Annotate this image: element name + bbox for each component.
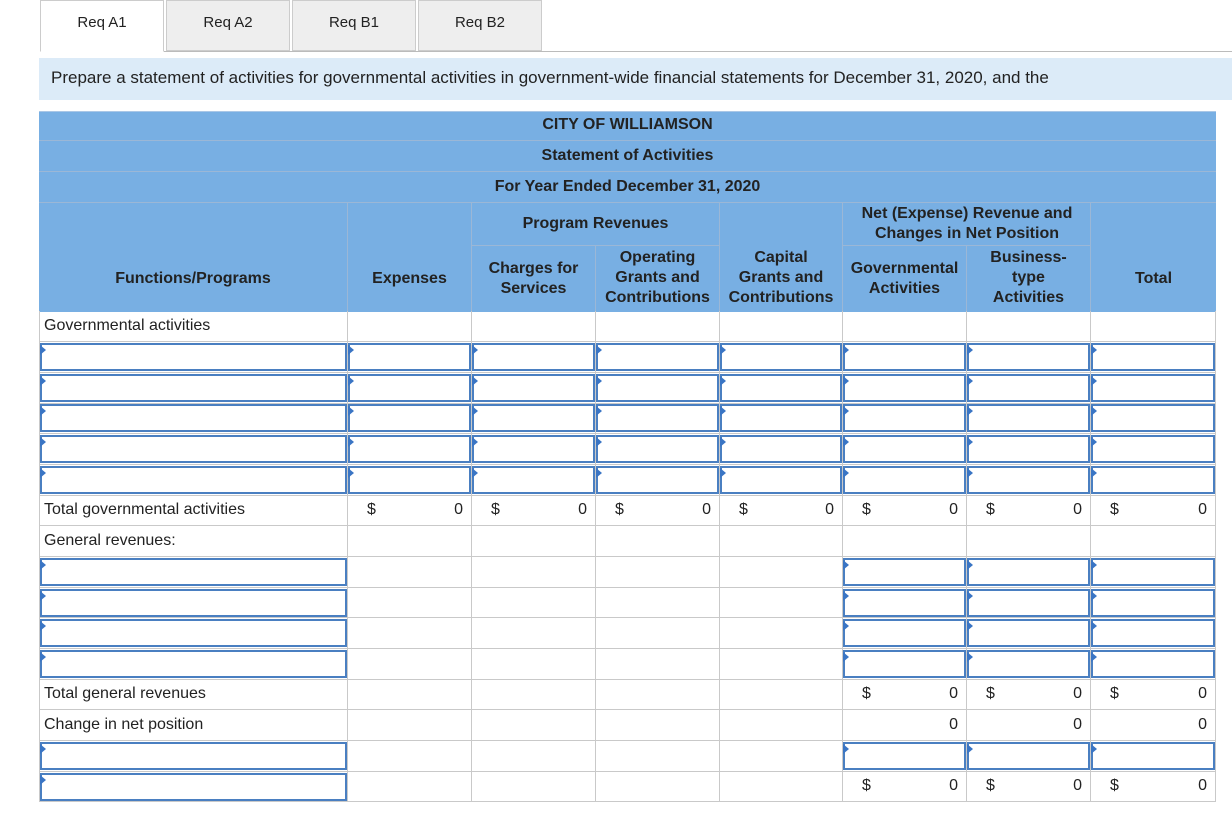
general-revenue-amount-input[interactable] bbox=[967, 558, 1090, 586]
program-amount-input[interactable] bbox=[596, 404, 719, 432]
general-revenue-amount-input[interactable] bbox=[1091, 558, 1215, 586]
total-governmental-value: 0 bbox=[825, 501, 834, 518]
total-governmental-value: 0 bbox=[1198, 501, 1207, 518]
program-amount-input[interactable] bbox=[1091, 466, 1215, 494]
beginning-net-position-amount-input[interactable] bbox=[843, 742, 966, 770]
program-revenues-header: Program Revenues bbox=[522, 215, 669, 232]
entity-name: CITY OF WILLIAMSON bbox=[542, 116, 713, 133]
program-amount-input[interactable] bbox=[348, 466, 471, 494]
program-amount-input[interactable] bbox=[720, 343, 842, 371]
net-expense-line1: Net (Expense) Revenue and bbox=[861, 205, 1073, 222]
program-amount-input[interactable] bbox=[720, 404, 842, 432]
total-general-revenues-value: 0 bbox=[1198, 685, 1207, 702]
general-revenue-amount-input[interactable] bbox=[843, 650, 966, 678]
program-amount-input[interactable] bbox=[348, 435, 471, 463]
program-function-input[interactable] bbox=[40, 466, 347, 494]
general-revenue-amount-input[interactable] bbox=[1091, 589, 1215, 617]
tab-req-b1[interactable]: Req B1 bbox=[292, 0, 416, 51]
capital-line3: Contributions bbox=[728, 289, 834, 306]
operating-line1: Operating bbox=[619, 249, 696, 266]
currency-symbol: $ bbox=[986, 501, 995, 518]
operating-line3: Contributions bbox=[605, 289, 710, 306]
program-amount-input[interactable] bbox=[348, 343, 471, 371]
currency-symbol: $ bbox=[491, 501, 500, 518]
general-revenue-amount-input[interactable] bbox=[843, 619, 966, 647]
program-amount-input[interactable] bbox=[1091, 435, 1215, 463]
program-amount-input[interactable] bbox=[967, 374, 1090, 402]
statement-period: For Year Ended December 31, 2020 bbox=[494, 178, 761, 195]
business-line2: type bbox=[1012, 269, 1045, 286]
program-amount-input[interactable] bbox=[843, 343, 966, 371]
program-amount-input[interactable] bbox=[596, 435, 719, 463]
general-revenue-name-input[interactable] bbox=[40, 589, 347, 617]
currency-symbol: $ bbox=[1110, 501, 1119, 518]
program-amount-input[interactable] bbox=[843, 466, 966, 494]
beginning-net-position-input[interactable] bbox=[40, 742, 347, 770]
program-amount-input[interactable] bbox=[472, 343, 595, 371]
program-amount-input[interactable] bbox=[720, 374, 842, 402]
charges-line1: Charges for bbox=[488, 260, 579, 277]
total-governmental-value: 0 bbox=[702, 501, 711, 518]
business-type-header bbox=[967, 248, 1090, 308]
capital-line1: Capital bbox=[754, 249, 808, 266]
general-revenue-amount-input[interactable] bbox=[843, 558, 966, 586]
program-amount-input[interactable] bbox=[843, 404, 966, 432]
governmental-header bbox=[843, 259, 966, 299]
business-line1: Business- bbox=[990, 249, 1067, 266]
program-amount-input[interactable] bbox=[348, 374, 471, 402]
program-amount-input[interactable] bbox=[472, 404, 595, 432]
total-general-revenues-value: 0 bbox=[949, 685, 958, 702]
program-function-input[interactable] bbox=[40, 374, 347, 402]
program-amount-input[interactable] bbox=[720, 466, 842, 494]
general-revenue-amount-input[interactable] bbox=[967, 619, 1090, 647]
net-expense-line2: Changes in Net Position bbox=[874, 225, 1059, 242]
program-amount-input[interactable] bbox=[967, 435, 1090, 463]
change-net-position-value: 0 bbox=[949, 716, 958, 733]
program-amount-input[interactable] bbox=[967, 466, 1090, 494]
program-amount-input[interactable] bbox=[967, 343, 1090, 371]
program-amount-input[interactable] bbox=[472, 466, 595, 494]
row-label-governmental-activities: Governmental activities bbox=[44, 317, 211, 334]
program-function-input[interactable] bbox=[40, 435, 347, 463]
general-revenue-amount-input[interactable] bbox=[967, 650, 1090, 678]
program-amount-input[interactable] bbox=[720, 435, 842, 463]
program-amount-input[interactable] bbox=[967, 404, 1090, 432]
currency-symbol: $ bbox=[986, 777, 995, 794]
program-amount-input[interactable] bbox=[348, 404, 471, 432]
program-function-input[interactable] bbox=[40, 343, 347, 371]
program-amount-input[interactable] bbox=[1091, 404, 1215, 432]
capital-header bbox=[720, 248, 842, 308]
currency-symbol: $ bbox=[1110, 777, 1119, 794]
currency-symbol: $ bbox=[367, 501, 376, 518]
instruction-text: Prepare a statement of activities for governmental activities in government-wide financial statements for December 31, 2020, and the bbox=[39, 58, 1232, 100]
total-header: Total bbox=[1134, 270, 1173, 287]
row-label-change-net-position: Change in net position bbox=[44, 716, 204, 733]
tab-req-b2[interactable]: Req B2 bbox=[418, 0, 542, 51]
general-revenue-name-input[interactable] bbox=[40, 650, 347, 678]
statement-title: Statement of Activities bbox=[541, 147, 714, 164]
governmental-line1: Governmental bbox=[850, 260, 959, 277]
program-amount-input[interactable] bbox=[596, 466, 719, 494]
ending-net-position-input[interactable] bbox=[40, 773, 347, 801]
program-amount-input[interactable] bbox=[843, 435, 966, 463]
tabs-baseline bbox=[40, 51, 1232, 52]
program-amount-input[interactable] bbox=[596, 374, 719, 402]
ending-net-position-value: 0 bbox=[1073, 777, 1082, 794]
currency-symbol: $ bbox=[986, 685, 995, 702]
program-amount-input[interactable] bbox=[596, 343, 719, 371]
program-amount-input[interactable] bbox=[472, 435, 595, 463]
general-revenue-amount-input[interactable] bbox=[843, 589, 966, 617]
business-line3: Activities bbox=[992, 289, 1065, 306]
general-revenue-name-input[interactable] bbox=[40, 558, 347, 586]
capital-line2: Grants and bbox=[738, 269, 824, 286]
net-expense-header bbox=[843, 204, 1091, 244]
tab-req-a1[interactable]: Req A1 bbox=[40, 0, 164, 52]
row-label-total-general-revenues: Total general revenues bbox=[44, 685, 206, 702]
change-net-position-value: 0 bbox=[1073, 716, 1082, 733]
program-amount-input[interactable] bbox=[843, 374, 966, 402]
general-revenue-amount-input[interactable] bbox=[967, 589, 1090, 617]
total-governmental-value: 0 bbox=[1073, 501, 1082, 518]
general-revenue-amount-input[interactable] bbox=[1091, 650, 1215, 678]
total-governmental-value: 0 bbox=[949, 501, 958, 518]
program-function-input[interactable] bbox=[40, 404, 347, 432]
program-amount-input[interactable] bbox=[1091, 343, 1215, 371]
general-revenue-name-input[interactable] bbox=[40, 619, 347, 647]
currency-symbol: $ bbox=[615, 501, 624, 518]
currency-symbol: $ bbox=[862, 777, 871, 794]
total-general-revenues-value: 0 bbox=[1073, 685, 1082, 702]
currency-symbol: $ bbox=[862, 685, 871, 702]
total-governmental-value: 0 bbox=[454, 501, 463, 518]
operating-line2: Grants and bbox=[615, 269, 700, 286]
governmental-line2: Activities bbox=[868, 280, 941, 297]
ending-net-position-value: 0 bbox=[1198, 777, 1207, 794]
currency-symbol: $ bbox=[862, 501, 871, 518]
charges-header bbox=[472, 259, 595, 299]
row-label-general-revenues: General revenues: bbox=[44, 532, 176, 549]
program-amount-input[interactable] bbox=[472, 374, 595, 402]
row-label-total-governmental: Total governmental activities bbox=[44, 501, 245, 518]
beginning-net-position-amount-input[interactable] bbox=[1091, 742, 1215, 770]
change-net-position-value: 0 bbox=[1198, 716, 1207, 733]
currency-symbol: $ bbox=[739, 501, 748, 518]
ending-net-position-value: 0 bbox=[949, 777, 958, 794]
total-governmental-value: 0 bbox=[578, 501, 587, 518]
operating-header bbox=[596, 248, 719, 308]
currency-symbol: $ bbox=[1110, 685, 1119, 702]
functions-header: Functions/Programs bbox=[115, 270, 271, 287]
general-revenue-amount-input[interactable] bbox=[1091, 619, 1215, 647]
tab-req-a2[interactable]: Req A2 bbox=[166, 0, 290, 51]
program-amount-input[interactable] bbox=[1091, 374, 1215, 402]
expenses-header: Expenses bbox=[372, 270, 447, 287]
beginning-net-position-amount-input[interactable] bbox=[967, 742, 1090, 770]
charges-line2: Services bbox=[500, 280, 567, 297]
